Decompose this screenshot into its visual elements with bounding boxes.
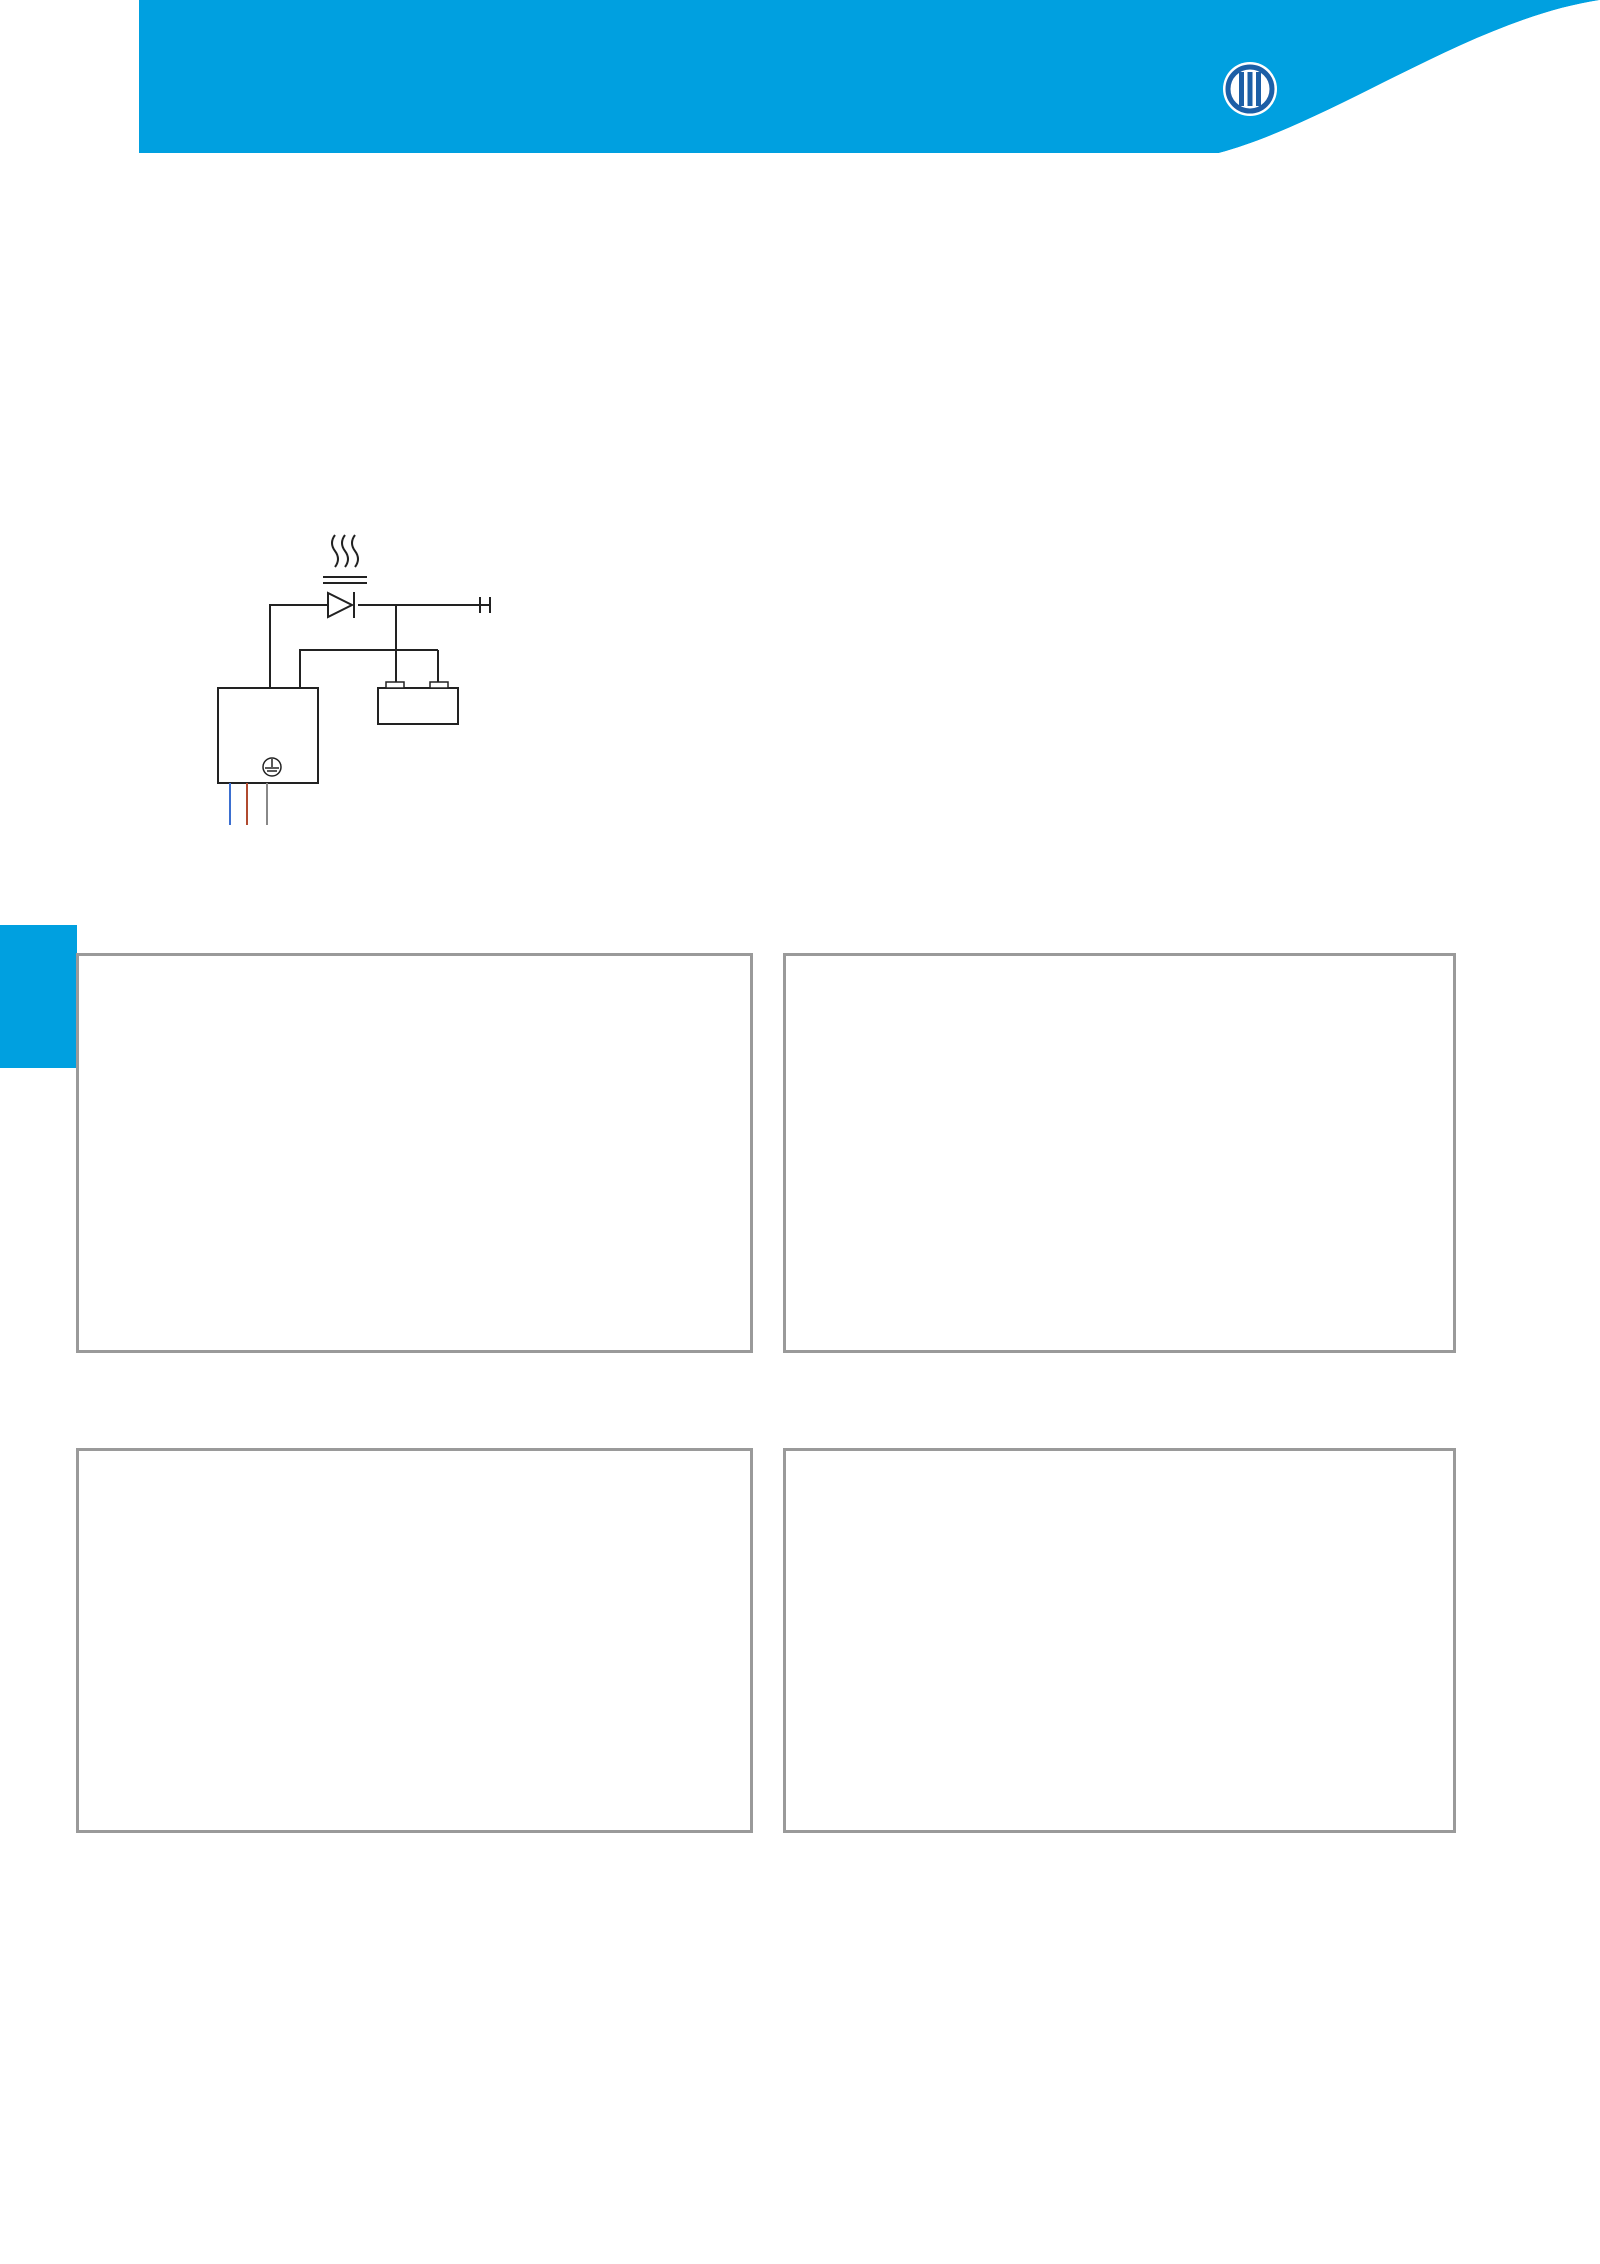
chart-fb78-4-plot	[786, 1451, 1459, 1836]
chart-fb78-3	[76, 1448, 753, 1833]
finder-logo	[1220, 58, 1460, 120]
finder-logo-icon	[1220, 58, 1460, 120]
diode-icon	[328, 592, 354, 618]
series-tab	[0, 0, 139, 153]
heatsink-icon	[323, 535, 367, 583]
battery-box	[378, 688, 458, 724]
section-tab-f	[0, 925, 77, 1068]
chart-fb78-2-plot	[786, 956, 1459, 1356]
chart-fb78-1	[76, 953, 753, 1353]
chart-fb78-1-plot	[79, 956, 756, 1356]
chart-fb78-3-plot	[79, 1451, 756, 1836]
wiring-diagram	[70, 525, 530, 825]
chart-fb78-2	[783, 953, 1456, 1353]
chart-fb78-4	[783, 1448, 1456, 1833]
